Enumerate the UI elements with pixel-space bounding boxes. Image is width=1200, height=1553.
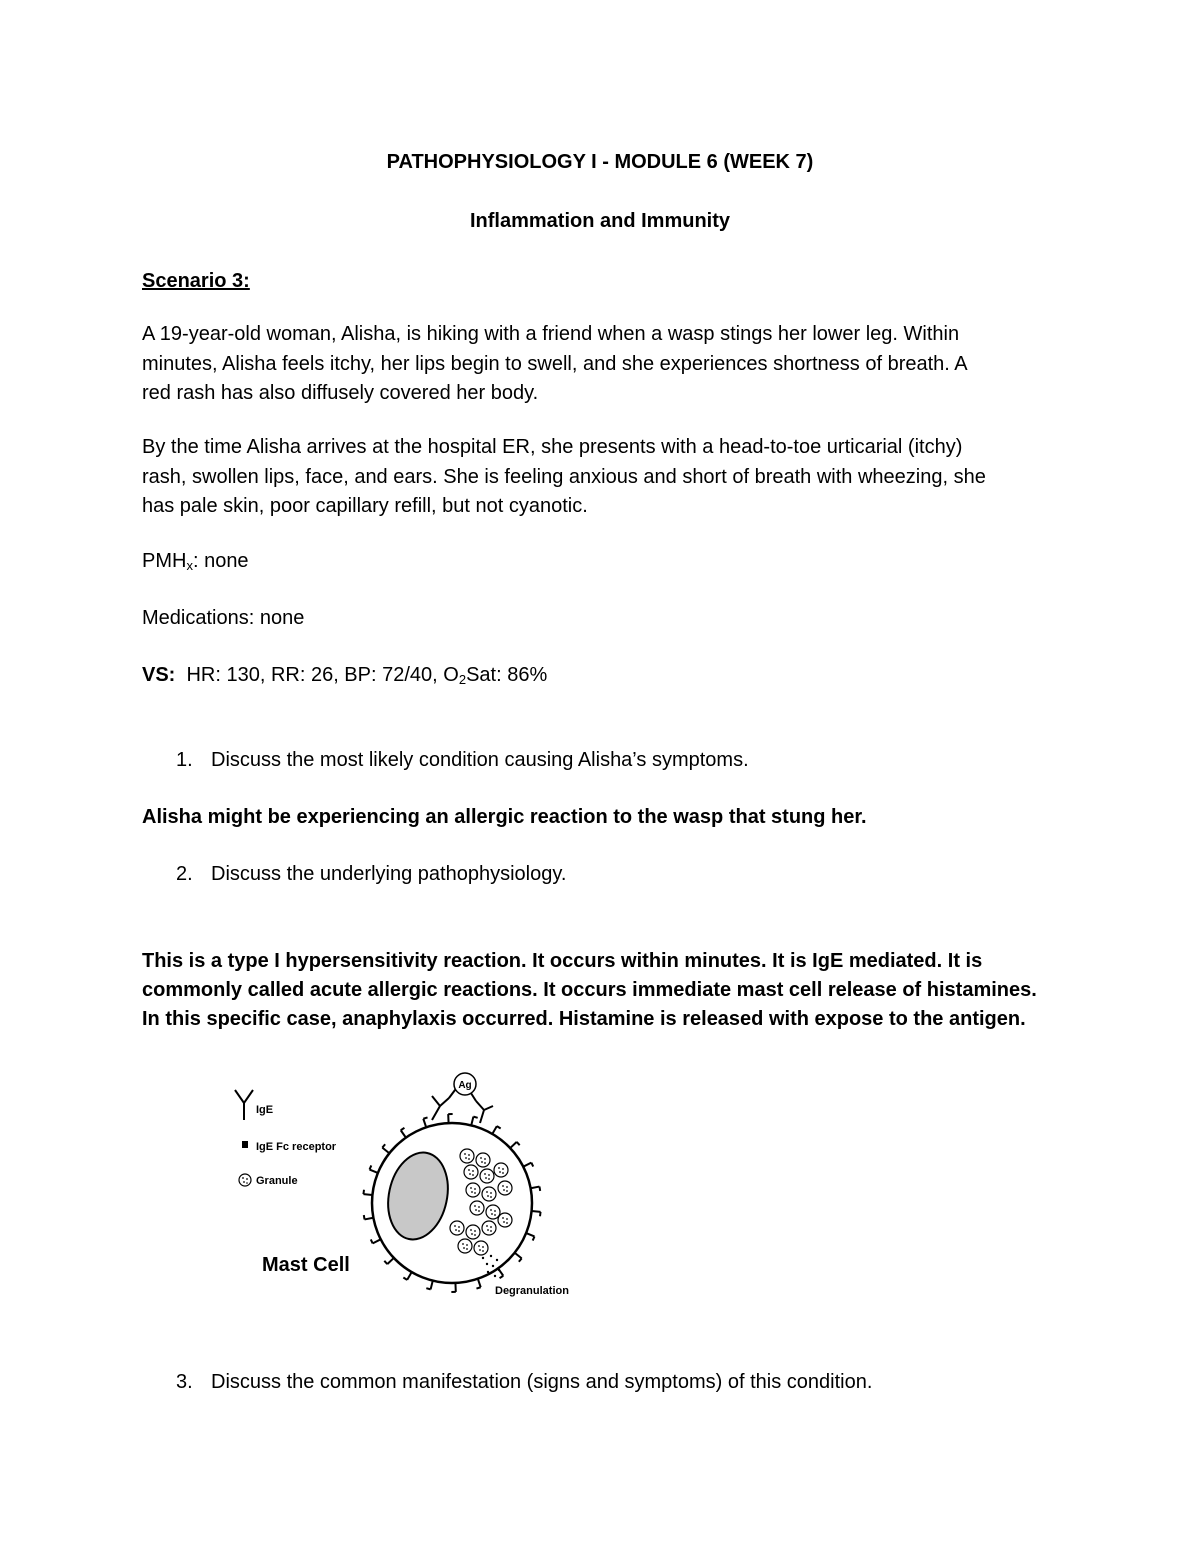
mast-cell-figure — [225, 1068, 585, 1303]
granule — [494, 1163, 508, 1177]
scenario-paragraph-1-line: A 19-year-old woman, Alisha, is hiking with a friend when a wasp stings her lower leg. Within — [142, 323, 960, 345]
granule-dot — [502, 1168, 504, 1170]
membrane-receptor-tip — [517, 1142, 520, 1145]
granule-dot — [487, 1195, 489, 1197]
granule-dot — [478, 1206, 480, 1208]
scenario-paragraph-2-line: has pale skin, poor capillary refill, but not cyanotic. — [142, 495, 588, 517]
membrane-receptor-tip — [384, 1261, 387, 1264]
granule-dot — [479, 1249, 481, 1251]
granule-dot — [488, 1178, 490, 1180]
ige-fc-receptor-icon — [242, 1141, 248, 1148]
granule-dot — [470, 1187, 472, 1189]
granule-dot — [468, 1169, 470, 1171]
granule-dot — [466, 1244, 468, 1246]
granule — [482, 1221, 496, 1235]
vital-signs-values-end: Sat: 86% — [466, 664, 548, 686]
membrane-receptor — [373, 1239, 381, 1243]
page-title: PATHOPHYSIOLOGY I - MODULE 6 (WEEK 7) — [386, 151, 814, 173]
membrane-receptor-tip — [423, 1117, 427, 1118]
granule-dot — [474, 1192, 476, 1194]
membrane-receptor — [515, 1253, 522, 1259]
granule-dot — [506, 1186, 508, 1188]
question-2-text: Discuss the underlying pathophysiology. — [211, 863, 567, 885]
granule-dot — [480, 1157, 482, 1159]
medications-line: Medications: none — [142, 607, 305, 629]
antigen-label: Ag — [458, 1080, 472, 1091]
granule-dot — [490, 1230, 492, 1232]
pmh-line — [142, 546, 249, 576]
scenario-paragraph-1-line: red rash has also diffusely covered her body. — [142, 382, 539, 404]
granule-dot — [464, 1153, 466, 1155]
granule-dot — [494, 1214, 496, 1216]
granule — [486, 1205, 500, 1219]
granule-dot — [470, 1229, 472, 1231]
question-3-text: Discuss the common manifestation (signs and symptoms) of this condition. — [211, 1371, 873, 1393]
granule — [466, 1225, 480, 1239]
granule-dot — [486, 1191, 488, 1193]
pmh-value: : none — [192, 550, 249, 572]
membrane-receptor — [492, 1126, 497, 1134]
granule — [458, 1239, 472, 1253]
granule-dot — [491, 1213, 493, 1215]
membrane-receptor — [387, 1258, 394, 1264]
answer-1: Alisha might be experiencing an allergic reaction to the wasp that stung her. — [142, 806, 867, 828]
granule-dot — [471, 1233, 473, 1235]
granule-dot — [486, 1225, 488, 1227]
granule-dot — [506, 1218, 508, 1220]
granule-dot — [482, 1250, 484, 1252]
granule-icon — [239, 1174, 251, 1186]
membrane-receptor-tip — [540, 1212, 541, 1216]
membrane-receptor-tip — [533, 1236, 535, 1240]
membrane-receptor-tip — [539, 1187, 540, 1191]
membrane-receptor — [401, 1130, 406, 1137]
membrane-receptor-tip — [473, 1117, 477, 1118]
question-1-number: 1. — [176, 749, 193, 771]
granule-dot — [502, 1172, 504, 1174]
question-3-number: 3. — [176, 1371, 193, 1393]
mast-cell-title: Mast Cell — [262, 1254, 350, 1276]
granule — [498, 1213, 512, 1227]
membrane-receptor — [478, 1279, 481, 1288]
granule-dot — [484, 1162, 486, 1164]
membrane-receptor — [370, 1170, 378, 1173]
legend-ige-label: IgE — [256, 1104, 274, 1116]
vital-signs-subscript: 2 — [458, 672, 467, 687]
granule — [466, 1183, 480, 1197]
granule-dot — [474, 1230, 476, 1232]
granule-dot — [490, 1196, 492, 1198]
granule-dot — [485, 1177, 487, 1179]
granule-dot — [458, 1226, 460, 1228]
pmh-label: PMH — [142, 550, 187, 572]
question-2-number: 2. — [176, 863, 193, 885]
granule-dot — [502, 1185, 504, 1187]
granule-dot — [472, 1174, 474, 1176]
membrane-receptor — [363, 1194, 372, 1195]
granule — [474, 1241, 488, 1255]
granule-dot — [490, 1209, 492, 1211]
membrane-receptor-tip — [382, 1144, 385, 1147]
granule-dot — [499, 1171, 501, 1173]
granule-dot — [469, 1173, 471, 1175]
vital-signs-line — [142, 660, 547, 690]
granule-dot — [481, 1161, 483, 1163]
granule — [470, 1201, 484, 1215]
membrane-receptor-tip — [363, 1190, 364, 1194]
membrane-receptor-tip — [519, 1258, 522, 1261]
granule — [482, 1187, 496, 1201]
membrane-receptor — [423, 1119, 426, 1128]
granule — [464, 1165, 478, 1179]
scenario-heading: Scenario 3: — [142, 270, 250, 292]
granule-dot — [458, 1230, 460, 1232]
granule-dot — [494, 1210, 496, 1212]
granule-dot — [468, 1154, 470, 1156]
ige-antibody-icon — [235, 1090, 253, 1120]
membrane-receptor — [531, 1187, 540, 1189]
vital-signs-values: HR: 130, RR: 26, BP: 72/40, O — [186, 664, 459, 686]
granule — [460, 1149, 474, 1163]
membrane-receptor — [407, 1272, 412, 1280]
membrane-receptor-tip — [371, 1239, 373, 1243]
vital-signs-label: VS: — [142, 664, 176, 686]
membrane-receptor-tip — [497, 1126, 501, 1128]
granule-dot — [482, 1246, 484, 1248]
granule-dot — [506, 1190, 508, 1192]
answer-2-line: commonly called acute allergic reactions. It occurs immediate mast cell release of histamines. — [142, 979, 1037, 1001]
granule-dot — [472, 1170, 474, 1172]
legend-receptor-label: IgE Fc receptor — [256, 1141, 337, 1153]
question-1-text: Discuss the most likely condition causing Alisha’s symptoms. — [211, 749, 749, 771]
granule-dot — [463, 1247, 465, 1249]
granule-dot — [484, 1173, 486, 1175]
granule — [498, 1181, 512, 1195]
granule-dot — [503, 1221, 505, 1223]
pmh-subscript: x — [186, 558, 193, 573]
granule-dot — [462, 1243, 464, 1245]
membrane-receptor — [471, 1117, 473, 1126]
granule-dot — [498, 1167, 500, 1169]
granule-dot — [506, 1222, 508, 1224]
scenario-paragraph-2-line: rash, swollen lips, face, and ears. She is feeling anxious and short of breath with wheezing, she — [142, 466, 986, 488]
page-subtitle: Inflammation and Immunity — [469, 210, 731, 232]
granule-dot — [471, 1191, 473, 1193]
scenario-paragraph-1-line: minutes, Alisha feels itchy, her lips begin to swell, and she experiences shortness of breath. A — [142, 353, 968, 375]
membrane-receptor-tip — [500, 1276, 504, 1278]
membrane-receptor-tip — [403, 1278, 407, 1280]
answer-2-line: In this specific case, anaphylaxis occurred. Histamine is released with expose to the antigen. — [142, 1008, 1026, 1030]
membrane-receptor — [523, 1163, 531, 1167]
granule-dot — [478, 1245, 480, 1247]
membrane-receptor — [431, 1281, 433, 1290]
granule-dot — [490, 1226, 492, 1228]
granule-dot — [474, 1205, 476, 1207]
granule-dot — [468, 1158, 470, 1160]
granule — [476, 1153, 490, 1167]
legend-granule-label: Granule — [256, 1175, 298, 1187]
granule-dot — [503, 1189, 505, 1191]
granule-dot — [466, 1248, 468, 1250]
granule-dot — [487, 1229, 489, 1231]
granule-dot — [475, 1209, 477, 1211]
granule-dot — [484, 1158, 486, 1160]
membrane-receptor — [365, 1218, 374, 1220]
membrane-receptor — [526, 1233, 534, 1236]
granule-dot — [502, 1217, 504, 1219]
membrane-receptor-tip — [476, 1287, 480, 1288]
membrane-receptor — [532, 1211, 541, 1212]
membrane-receptor-tip — [426, 1288, 430, 1289]
granule-dot — [474, 1234, 476, 1236]
granule-dot — [478, 1210, 480, 1212]
membrane-receptor — [510, 1142, 517, 1148]
granule-dot — [474, 1188, 476, 1190]
granule-dot — [455, 1229, 457, 1231]
membrane-receptor-tip — [364, 1215, 365, 1219]
membrane-receptor-tip — [531, 1163, 533, 1167]
degranulation-label: Degranulation — [495, 1285, 569, 1297]
membrane-receptor — [382, 1148, 389, 1154]
membrane-receptor-tip — [401, 1128, 405, 1130]
answer-2-line: This is a type I hypersensitivity reaction. It occurs within minutes. It is IgE mediated. It is — [142, 950, 983, 972]
membrane-receptor-tip — [370, 1165, 372, 1169]
granule — [450, 1221, 464, 1235]
granule-dot — [488, 1174, 490, 1176]
granule — [480, 1169, 494, 1183]
granule-dot — [465, 1157, 467, 1159]
scenario-paragraph-2-line: By the time Alisha arrives at the hospital ER, she presents with a head-to-toe urticarial (itchy) — [142, 436, 963, 458]
granule-dot — [490, 1192, 492, 1194]
granule-dot — [454, 1225, 456, 1227]
